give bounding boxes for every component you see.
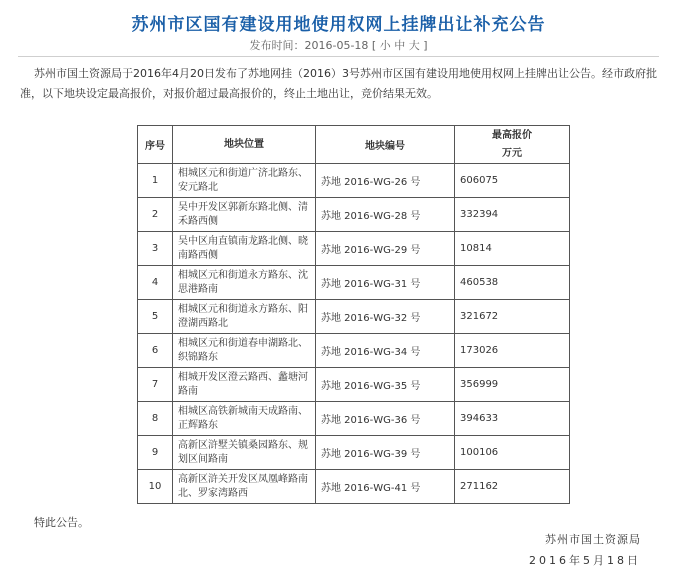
header-no: 序号 bbox=[138, 126, 173, 164]
table-row bbox=[138, 300, 570, 334]
row-code: 苏地 2016-WG-31 号 bbox=[316, 266, 455, 300]
issue-date: 2016年5月18日 bbox=[529, 554, 641, 567]
publish-date: 2016-05-18 bbox=[304, 39, 369, 52]
row-location: 相城区高铁新城南天成路南、正辉路东 bbox=[173, 402, 316, 436]
row-code: 苏地 2016-WG-35 号 bbox=[316, 368, 455, 402]
row-price: 606075 bbox=[455, 164, 570, 198]
row-location: 高新区浒关开发区凤凰峰路南北、罗家湾路西 bbox=[173, 470, 316, 504]
row-code: 苏地 2016-WG-34 号 bbox=[316, 334, 455, 368]
row-code: 苏地 2016-WG-26 号 bbox=[316, 164, 455, 198]
row-no: 6 bbox=[138, 334, 173, 368]
table-header-row bbox=[138, 126, 570, 164]
row-code: 苏地 2016-WG-32 号 bbox=[316, 300, 455, 334]
row-no: 7 bbox=[138, 368, 173, 402]
row-location: 相城区元和街道永方路东、沈思港路南 bbox=[173, 266, 316, 300]
row-no: 9 bbox=[138, 436, 173, 470]
row-location: 相城区元和街道春申湖路北、织锦路东 bbox=[173, 334, 316, 368]
publish-label: 发布时间： bbox=[249, 39, 305, 52]
table-row bbox=[138, 232, 570, 266]
row-code: 苏地 2016-WG-28 号 bbox=[316, 198, 455, 232]
row-code: 苏地 2016-WG-39 号 bbox=[316, 436, 455, 470]
row-price: 173026 bbox=[455, 334, 570, 368]
parcel-table bbox=[137, 125, 570, 504]
row-code: 苏地 2016-WG-36 号 bbox=[316, 402, 455, 436]
row-code: 苏地 2016-WG-41 号 bbox=[316, 470, 455, 504]
row-location: 吴中区甪直镇南龙路北侧、晓南路西侧 bbox=[173, 232, 316, 266]
header-location: 地块位置 bbox=[173, 126, 316, 164]
title-divider bbox=[18, 56, 659, 57]
header-price-label: 最高报价 bbox=[492, 129, 532, 141]
table-row bbox=[138, 402, 570, 436]
row-no: 10 bbox=[138, 470, 173, 504]
header-price-unit: 万元 bbox=[502, 147, 522, 159]
row-no: 3 bbox=[138, 232, 173, 266]
row-location: 相城区元和街道广济北路东、安元路北 bbox=[173, 164, 316, 198]
row-no: 1 bbox=[138, 164, 173, 198]
table-row bbox=[138, 470, 570, 504]
row-code: 苏地 2016-WG-29 号 bbox=[316, 232, 455, 266]
row-location: 高新区浒墅关镇桑园路东、规划区间路南 bbox=[173, 436, 316, 470]
row-no: 4 bbox=[138, 266, 173, 300]
table-row bbox=[138, 198, 570, 232]
row-price: 356999 bbox=[455, 368, 570, 402]
row-no: 8 bbox=[138, 402, 173, 436]
row-location: 吴中开发区郭新东路北侧、清禾路西侧 bbox=[173, 198, 316, 232]
row-location: 相城开发区澄云路西、蠡塘河路南 bbox=[173, 368, 316, 402]
publish-info bbox=[0, 37, 677, 53]
row-price: 10814 bbox=[455, 232, 570, 266]
row-price: 100106 bbox=[455, 436, 570, 470]
row-price: 271162 bbox=[455, 470, 570, 504]
row-no: 5 bbox=[138, 300, 173, 334]
header-code: 地块编号 bbox=[316, 126, 455, 164]
closing-remark: 特此公告。 bbox=[34, 516, 89, 529]
font-size-control[interactable]: [ 小 中 大 ] bbox=[371, 39, 428, 52]
row-price: 321672 bbox=[455, 300, 570, 334]
row-price: 460538 bbox=[455, 266, 570, 300]
table-row bbox=[138, 436, 570, 470]
issuer-signature: 苏州市国土资源局 bbox=[545, 533, 641, 546]
intro-paragraph: 苏州市国土资源局于2016年4月20日发布了苏地网挂（2016）3号苏州市区国有建设用地使用权网上挂牌出让公告。经市政府批准，以下地块设定最高报价，对报价超过最高报价的，终止土地出让，竞价结果无效。 bbox=[20, 67, 657, 100]
row-location: 相城区元和街道永方路东、阳澄湖西路北 bbox=[173, 300, 316, 334]
header-price bbox=[455, 126, 570, 164]
table-row bbox=[138, 334, 570, 368]
row-price: 332394 bbox=[455, 198, 570, 232]
notice-title: 苏州市区国有建设用地使用权网上挂牌出让补充公告 bbox=[131, 15, 546, 35]
table-row bbox=[138, 164, 570, 198]
table-row bbox=[138, 266, 570, 300]
row-price: 394633 bbox=[455, 402, 570, 436]
row-no: 2 bbox=[138, 198, 173, 232]
table-row bbox=[138, 368, 570, 402]
